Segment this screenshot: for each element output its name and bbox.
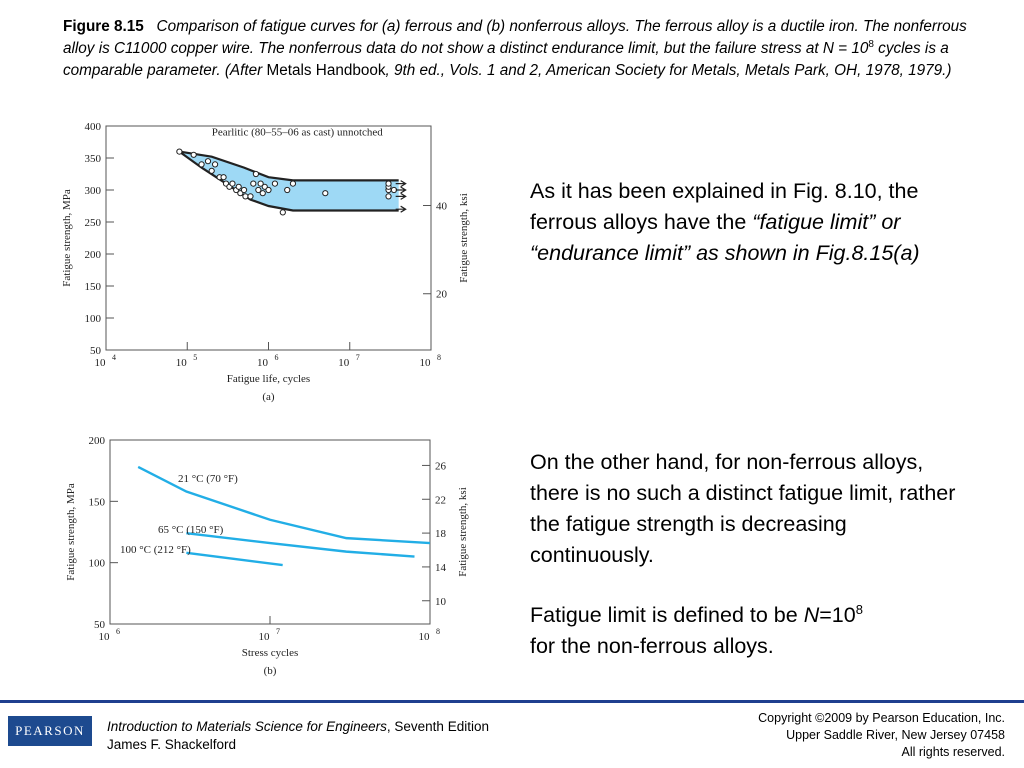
x-tick-label: 10 [98, 631, 110, 643]
footer-copyright [758, 710, 1005, 761]
y-right-tick-label: 22 [435, 494, 446, 507]
caption-label: Figure 8.15 [63, 18, 144, 35]
y-right-tick-label: 26 [435, 460, 446, 473]
x-tick-exponent: 7 [355, 353, 360, 362]
x-tick-label: 10 [419, 357, 431, 369]
x-tick-exponent: 6 [274, 353, 279, 362]
y-right-axis-label: Fatigue strength, ksi [458, 193, 470, 283]
x-tick-label: 10 [257, 357, 268, 369]
paragraph-ferrous [530, 176, 970, 269]
y-tick-label: 100 [84, 313, 101, 325]
copyright-line-2: Upper Saddle River, New Jersey 07458 [786, 728, 1005, 742]
book-title: Introduction to Materials Science for Engineers [107, 719, 387, 734]
series-label: 21 °C (70 °F) [178, 473, 238, 485]
y-tick-label: 400 [84, 121, 101, 133]
x-tick-exponent: 4 [112, 353, 116, 362]
y-axis-label: Fatigue strength, MPa [65, 483, 77, 581]
x-tick-label: 10 [258, 631, 270, 643]
x-tick-label: 10 [418, 631, 430, 643]
x-tick-label: 10 [338, 357, 350, 369]
paragraph-ferrous-text: As it has been explained in Fig. 8.10, the ferrous alloys have the [530, 179, 919, 234]
chart-title: Pearlitic (80–55–06 as cast) unnotched [211, 126, 383, 139]
y-tick-label: 50 [94, 619, 105, 631]
y-right-tick-label: 10 [435, 595, 446, 608]
definition-text-1: Fatigue limit is defined to be [530, 603, 804, 627]
caption-text-1: Comparison of fatigue curves for (a) ferrous and (b) nonferrous alloys. The ferrous alloy is a ductile iron. The nonferrous alloy is C11000 copper wire. The nonferrous data do not show a distinct endurance limit, but the failure stress at N = 10 [63, 18, 967, 57]
paragraph-ferrous-emph: “fatigue limit” or “endurance limit” as shown in Fig.8.15(a) [530, 210, 920, 265]
x-tick-label: 10 [94, 357, 106, 369]
copyright-line-1: Copyright ©2009 by Pearson Education, Inc. [758, 711, 1005, 725]
y-right-tick-label: 14 [435, 561, 446, 574]
footer-book-info [107, 718, 489, 754]
y-right-tick-label: 18 [435, 528, 446, 541]
x-axis-label: Stress cycles [241, 647, 299, 659]
x-tick-label: 10 [175, 357, 187, 369]
caption-text-2: cycles is a comparable parameter. (After [63, 40, 949, 79]
y-tick-label: 50 [90, 345, 101, 357]
x-tick-exponent: 5 [193, 353, 198, 362]
caption-source: Metals Handbook [266, 62, 386, 79]
definition-text-3: for the non-ferrous alloys. [530, 634, 774, 658]
y-tick-label: 150 [88, 496, 105, 509]
y-right-tick-label: 40 [436, 200, 447, 213]
definition-sup: 8 [855, 601, 863, 617]
book-author: James F. Shackelford [107, 737, 237, 752]
caption-sup: 8 [868, 38, 874, 50]
caption-text-3: , 9th ed., Vols. 1 and 2, American Society for Metals, Metals Park, OH, 1978, 1979.) [385, 62, 952, 79]
y-tick-label: 250 [84, 217, 101, 229]
y-tick-label: 100 [88, 557, 105, 570]
series-label: 100 °C (212 °F) [120, 544, 191, 556]
definition-text-2: =10 [819, 603, 856, 627]
y-axis-label: Fatigue strength, MPa [61, 189, 73, 287]
panel-label: (b) [263, 665, 277, 677]
fatigue-chart-b [0, 0, 500, 700]
x-tick-exponent: 6 [116, 627, 120, 636]
y-tick-label: 200 [84, 249, 101, 261]
y-right-axis-label: Fatigue strength, ksi [457, 487, 469, 577]
pearson-logo: PEARSON [8, 716, 92, 746]
x-tick-exponent: 8 [437, 353, 441, 362]
y-tick-label: 300 [84, 185, 101, 197]
copyright-line-3: All rights reserved. [901, 745, 1005, 759]
paragraph-nonferrous: On the other hand, for non-ferrous alloys, there is no such a distinct fatigue limit, rather the fatigue strength is decreasing continuously. [530, 450, 956, 567]
x-tick-exponent: 7 [276, 627, 280, 636]
series-line [186, 533, 414, 556]
x-axis-label: Fatigue life, cycles [226, 373, 311, 385]
y-tick-label: 200 [88, 435, 105, 447]
paragraph-definition [530, 600, 970, 662]
panel-label: (a) [262, 391, 275, 403]
series-line [186, 553, 282, 565]
x-tick-exponent: 8 [436, 627, 440, 636]
footer-rule [0, 700, 1024, 703]
y-tick-label: 350 [84, 153, 101, 165]
definition-var: N [803, 603, 820, 627]
book-edition: , Seventh Edition [386, 719, 489, 734]
y-tick-label: 150 [84, 281, 101, 293]
series-label: 65 °C (150 °F) [158, 524, 224, 536]
y-right-tick-label: 20 [436, 288, 447, 301]
